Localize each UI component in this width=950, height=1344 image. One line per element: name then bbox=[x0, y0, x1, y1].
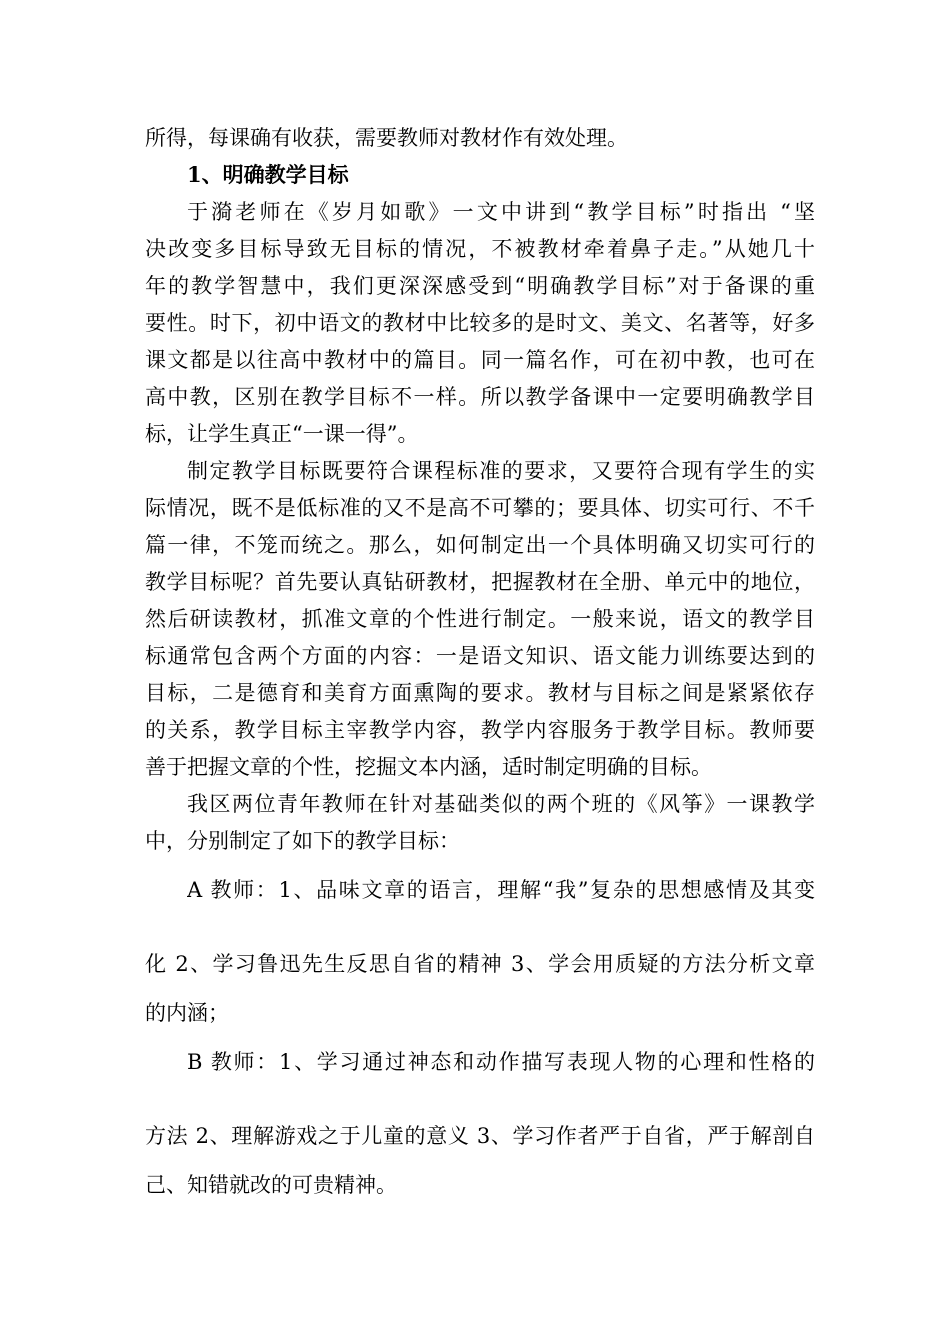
paragraph-continuation-line: 所得，每课确有收获，需要教师对教材作有效处理。 bbox=[145, 126, 628, 150]
paragraph-line: 际情况，既不是低标准的又不是高不可攀的；要具体、切实可行、不千 bbox=[145, 496, 815, 520]
paragraph-line: 篇一律，不笼而统之。那么，如何制定出一个具体明确又切实可行的 bbox=[145, 533, 815, 557]
paragraph-line: 的关系，教学目标主宰教学内容，教学内容服务于教学目标。教师要 bbox=[145, 718, 815, 742]
teacher-a-objectives-line: 化 2、学习鲁迅先生反思自省的精神 3、学会用质疑的方法分析文章 bbox=[145, 952, 815, 976]
teacher-b-objectives-line: 己、知错就改的可贵精神。 bbox=[145, 1173, 397, 1197]
paragraph-line: 年的教学智慧中，我们更深深感受到“明确教学目标”对于备课的重 bbox=[145, 274, 815, 298]
paragraph-line: 然后研读教材，抓准文章的个性进行制定。一般来说，语文的教学目 bbox=[145, 607, 815, 631]
paragraph-line: 高中教，区别在教学目标不一样。所以教学备课中一定要明确教学目 bbox=[145, 385, 815, 409]
paragraph-line: 善于把握文章的个性，挖掘文本内涵，适时制定明确的目标。 bbox=[145, 755, 712, 779]
paragraph-line: 要性。时下，初中语文的教材中比较多的是时文、美文、名著等，好多 bbox=[145, 311, 815, 335]
paragraph-line: 我区两位青年教师在针对基础类似的两个班的《风筝》一课教学 bbox=[187, 792, 815, 816]
teacher-b-objectives-line: 方法 2、理解游戏之于儿童的意义 3、学习作者严于自省，严于解剖自 bbox=[145, 1124, 815, 1148]
paragraph-line: 标，让学生真正“一课一得”。 bbox=[145, 422, 419, 446]
section-heading: 1、明确教学目标 bbox=[187, 162, 349, 187]
teacher-b-objectives-line: B 教师：1、学习通过神态和动作描写表现人物的心理和性格的 bbox=[187, 1050, 815, 1074]
paragraph-line: 目标，二是德育和美育方面熏陶的要求。教材与目标之间是紧紧依存 bbox=[145, 681, 815, 705]
teacher-a-objectives-line: 的内涵； bbox=[145, 1001, 229, 1025]
paragraph-line: 教学目标呢？首先要认真钻研教材，把握教材在全册、单元中的地位， bbox=[145, 570, 815, 594]
teacher-a-objectives-line: A 教师：1、品味文章的语言，理解“我”复杂的思想感情及其变 bbox=[187, 878, 815, 902]
paragraph-line: 决改变多目标导致无目标的情况，不被教材牵着鼻子走。”从她几十 bbox=[145, 237, 815, 261]
paragraph-line: 制定教学目标既要符合课程标准的要求，又要符合现有学生的实 bbox=[187, 459, 815, 483]
paragraph-line: 于漪老师在《岁月如歌》一文中讲到“教学目标”时指出 “坚 bbox=[187, 200, 815, 224]
paragraph-line: 标通常包含两个方面的内容：一是语文知识、语文能力训练要达到的 bbox=[145, 644, 815, 668]
paragraph-line: 课文都是以往高中教材中的篇目。同一篇名作，可在初中教，也可在 bbox=[145, 348, 815, 372]
paragraph-line: 中，分别制定了如下的教学目标： bbox=[145, 829, 460, 853]
